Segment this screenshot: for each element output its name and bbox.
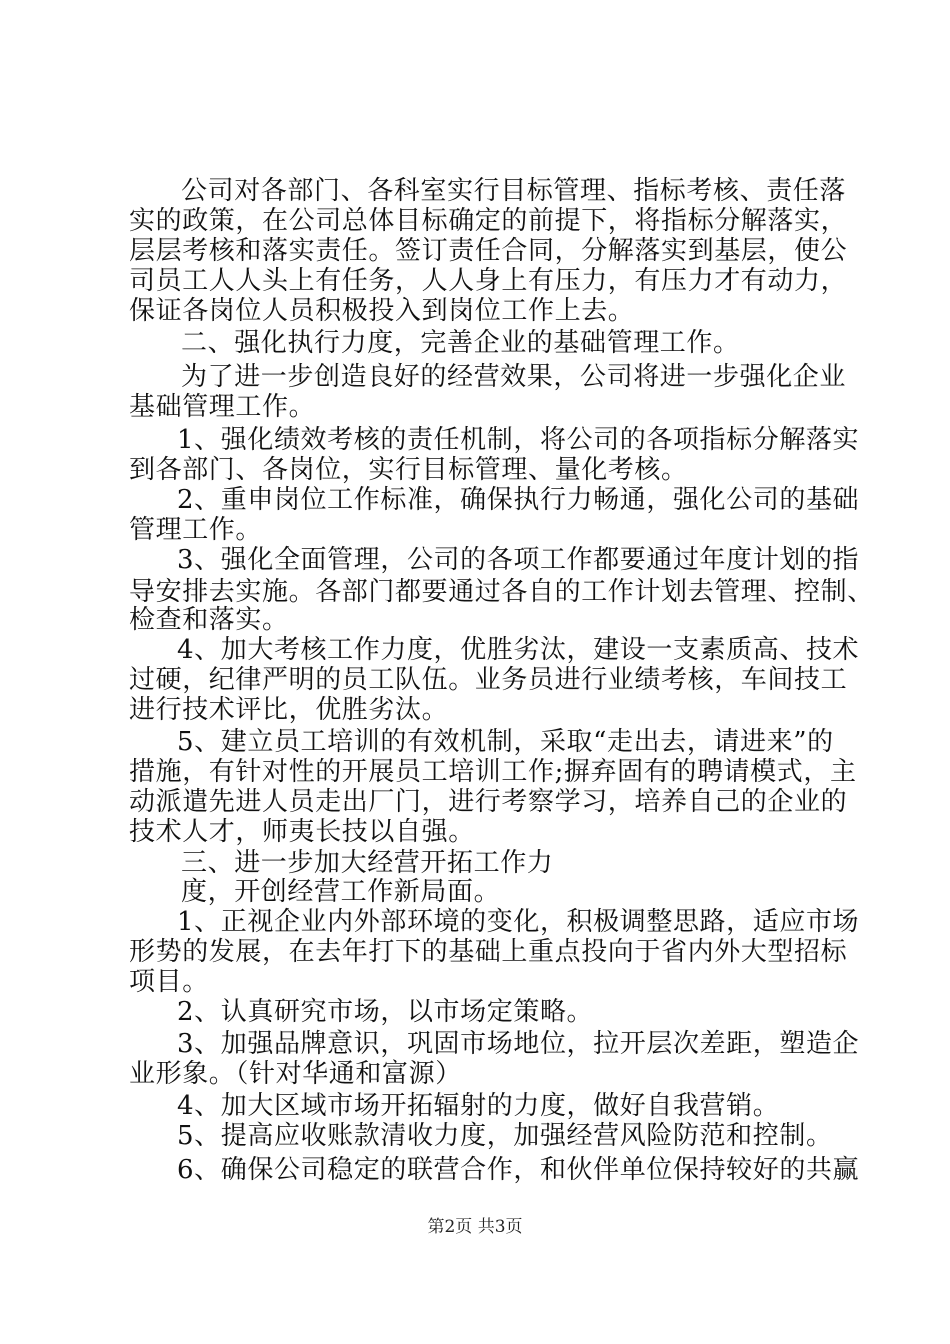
text-line: 3、加强品牌意识，巩固市场地位，拉开层次差距，塑造企 [177, 1029, 860, 1059]
text-line: 保证各岗位人员积极投入到岗位工作上去。 [129, 296, 635, 326]
text-line: 为了进一步创造良好的经营效果，公司将进一步强化企业 [181, 362, 847, 392]
text-line: 过硬，纪律严明的员工队伍。业务员进行业绩考核，车间技工 [129, 665, 848, 695]
text-line: 4、加大考核工作力度，优胜劣汰，建设一支素质高、技术 [177, 635, 860, 665]
text-line: 2、认真研究市场，以市场定策略。 [177, 997, 594, 1027]
text-line: 公司对各部门、各科室实行目标管理、指标考核、责任落 [181, 176, 847, 206]
text-line: 项目。 [129, 967, 209, 997]
text-line: 实的政策，在公司总体目标确定的前提下，将指标分解落实， [129, 206, 848, 236]
text-line: 管理工作。 [129, 515, 263, 545]
text-line: 检查和落实。 [129, 605, 289, 635]
text-line: 业形象。（针对华通和富源） [129, 1059, 462, 1089]
text-line: 到各部门、各岗位，实行目标管理、量化考核。 [129, 455, 688, 485]
text-line: 1、正视企业内外部环境的变化，积极调整思路，适应市场 [177, 907, 860, 937]
text-line: 措施，有针对性的开展员工培训工作;摒弃固有的聘请模式，主 [129, 757, 857, 787]
text-line: 技术人才，师夷长技以自强。 [129, 817, 475, 847]
text-line: 层层考核和落实责任。签订责任合同，分解落实到基层，使公 [129, 236, 848, 266]
text-line: 2、重申岗位工作标准，确保执行力畅通，强化公司的基础 [177, 485, 860, 515]
text-line: 5、建立员工培训的有效机制，采取“走出去，请进来”的 [177, 727, 834, 757]
text-line: 基础管理工作。 [129, 392, 316, 422]
page-number-footer: 第2页 共3页 [427, 1217, 523, 1237]
text-line: 进行技术评比，优胜劣汰。 [129, 695, 449, 725]
text-line: 5、提高应收账款清收力度，加强经营风险防范和控制。 [177, 1121, 833, 1151]
section-heading: 三、进一步加大经营开拓工作力 [181, 848, 554, 878]
text-line: 司员工人人头上有任务，人人身上有压力，有压力才有动力， [129, 266, 848, 296]
text-line: 1、强化绩效考核的责任机制，将公司的各项指标分解落实 [177, 425, 860, 455]
text-line: 动派遣先进人员走出厂门，进行考察学习，培养自己的企业的 [129, 787, 848, 817]
text-line: 4、加大区域市场开拓辐射的力度，做好自我营销。 [177, 1091, 780, 1121]
section-heading: 度，开创经营工作新局面。 [181, 877, 501, 907]
text-line: 形势的发展，在去年打下的基础上重点投向于省内外大型招标 [129, 937, 848, 967]
text-line: 6、确保公司稳定的联营合作，和伙伴单位保持较好的共赢 [177, 1155, 860, 1185]
text-line: 3、强化全面管理，公司的各项工作都要通过年度计划的指 [177, 545, 860, 575]
text-line: 导安排去实施。各部门都要通过各自的工作计划去管理、控制、 [129, 577, 874, 607]
section-heading: 二、强化执行力度，完善企业的基础管理工作。 [181, 328, 740, 358]
